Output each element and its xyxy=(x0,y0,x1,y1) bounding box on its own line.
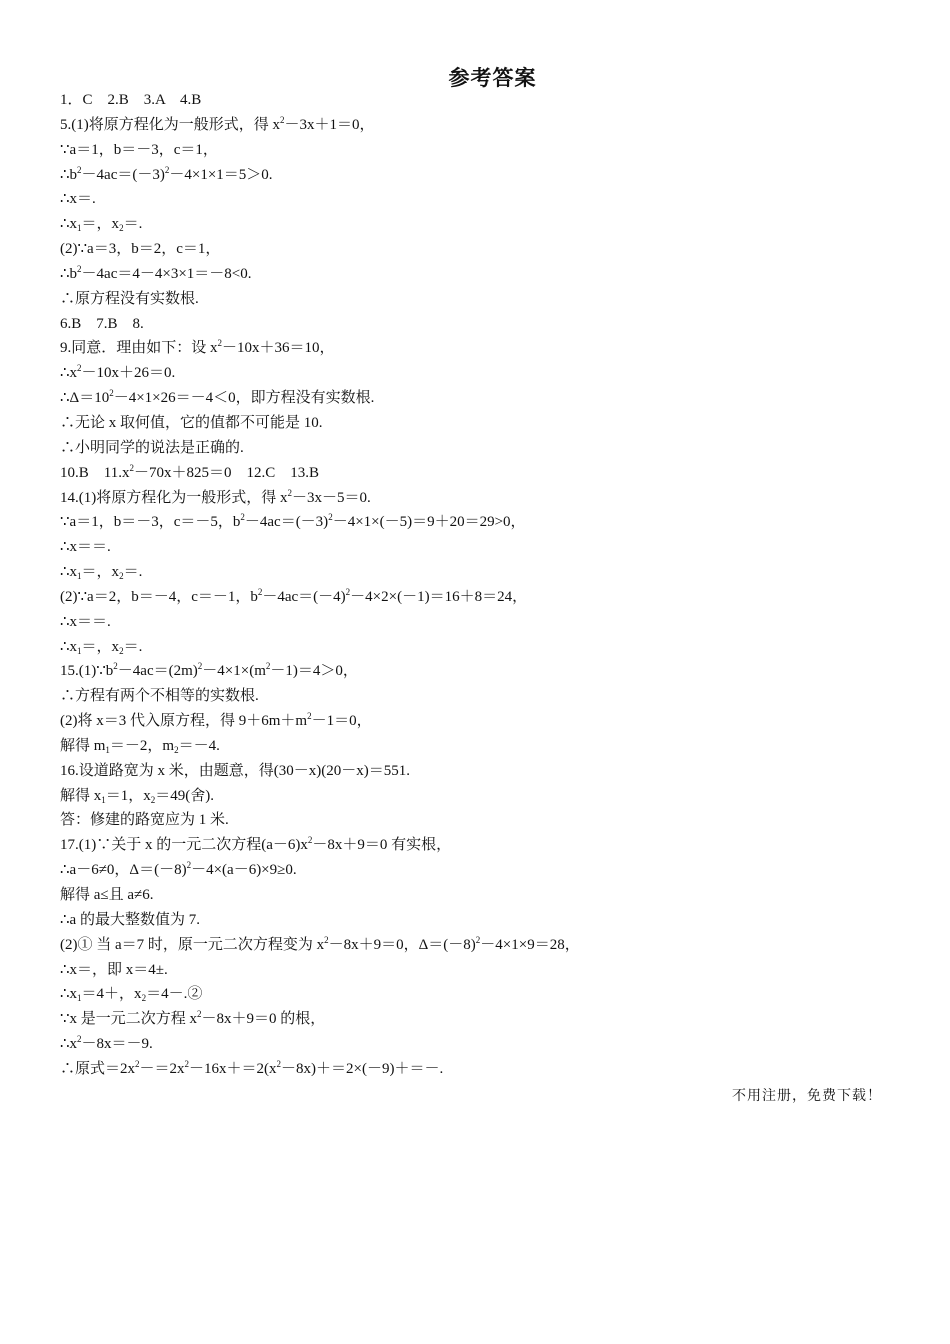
answer-text: ＝4－.② xyxy=(146,986,203,1003)
answer-line xyxy=(60,982,900,1007)
answer-text: ＝. xyxy=(123,638,143,655)
answer-text: －10x＋26＝0. xyxy=(81,365,176,382)
answer-text: ∴原方程没有实数根. xyxy=(60,290,199,307)
answer-text: －4×1×26＝－4＜0，即方程没有实数根. xyxy=(113,390,375,407)
answer-text: ＝1，x xyxy=(105,787,151,804)
answer-line xyxy=(60,883,900,908)
answer-text: ∴x xyxy=(60,1036,78,1053)
superscript: 2 xyxy=(280,114,285,125)
answer-text: (2)∵a＝3，b＝2，c＝1， xyxy=(60,241,221,258)
answer-text: ∵a＝1，b＝－3，c＝1， xyxy=(60,141,218,158)
answer-text: 16.设道路宽为 x 米，由题意，得(30－x)(20－x)＝551. xyxy=(60,762,410,779)
subscript: 1 xyxy=(77,223,82,234)
answer-line xyxy=(60,635,900,660)
answer-text: ∴b xyxy=(60,166,78,183)
answer-text: －4ac＝(2m) xyxy=(117,663,198,680)
answer-text: －8x＋9＝0 的根， xyxy=(201,1011,326,1028)
answer-line xyxy=(60,386,900,411)
answer-line xyxy=(60,212,900,237)
superscript: 2 xyxy=(164,164,170,175)
answer-line xyxy=(60,535,900,560)
superscript: 2 xyxy=(265,661,271,672)
answer-text: ∴x＝＝. xyxy=(60,613,111,630)
superscript: 2 xyxy=(345,586,351,597)
answer-line xyxy=(60,833,900,858)
answer-line xyxy=(60,1032,900,1057)
answer-text: －4×(a－6)×9≥0. xyxy=(191,862,297,879)
answer-line xyxy=(60,684,900,709)
answer-line xyxy=(60,1007,900,1032)
answer-text: －70x＋825＝0 12.C 13.B xyxy=(133,464,319,481)
superscript: 2 xyxy=(184,1058,190,1069)
answer-line xyxy=(60,808,900,833)
answer-text: ＝－2，m xyxy=(109,737,175,754)
subscript: 1 xyxy=(101,794,106,805)
subscript: 1 xyxy=(77,571,82,582)
answer-text: (2)∵a＝2，b＝－4，c＝－1，b xyxy=(60,588,258,605)
subscript: 1 xyxy=(77,993,82,1004)
superscript: 2 xyxy=(475,934,481,945)
answer-text: ＝，x xyxy=(81,638,120,655)
superscript: 2 xyxy=(186,860,192,871)
superscript: 2 xyxy=(287,487,292,498)
answer-line xyxy=(60,1057,900,1082)
answer-line xyxy=(60,461,900,486)
answer-text: ＝－4. xyxy=(178,737,220,754)
answer-text: －10x＋36＝10， xyxy=(222,340,335,357)
answer-text: ∴x xyxy=(60,564,78,581)
answer-text: ∴a 的最大整数值为 7. xyxy=(60,911,200,928)
answer-text: ∴x＝＝. xyxy=(60,539,111,556)
answer-text: ∴原式＝2x xyxy=(60,1060,136,1077)
answer-text: ＝4＋，x xyxy=(81,986,142,1003)
answer-text: －8x)＋＝2×(－9)＋＝－. xyxy=(281,1060,444,1077)
answer-text: ∴Δ＝10 xyxy=(60,390,110,407)
superscript: 2 xyxy=(276,1058,282,1069)
superscript: 2 xyxy=(240,512,245,523)
answer-line xyxy=(60,187,900,212)
answer-line xyxy=(60,138,900,163)
answer-text: 14.(1)将原方程化为一般形式，得 x xyxy=(60,489,288,506)
answer-line xyxy=(60,163,900,188)
answer-text: ＝，x xyxy=(81,216,120,233)
answer-text: ∴x＝，即 x＝4±. xyxy=(60,961,168,978)
answer-text: －3x＋1＝0， xyxy=(284,116,375,133)
answer-text: ∴x＝. xyxy=(60,191,96,208)
superscript: 2 xyxy=(113,661,118,672)
superscript: 2 xyxy=(77,164,82,175)
answer-line xyxy=(60,560,900,585)
answer-text: ＝. xyxy=(123,564,143,581)
answer-line xyxy=(60,709,900,734)
answer-line xyxy=(60,958,900,983)
answer-text: ∴a－6≠0，Δ＝(－8) xyxy=(60,862,187,879)
answer-line xyxy=(60,486,900,511)
answer-line xyxy=(60,759,900,784)
answer-line xyxy=(60,287,900,312)
answer-text: ∴方程有两个不相等的实数根. xyxy=(60,688,259,705)
superscript: 2 xyxy=(135,1058,140,1069)
superscript: 2 xyxy=(328,512,333,523)
answer-text: －4×2×(－1)＝16＋8＝24， xyxy=(350,588,528,605)
answer-text: －8x＝－9. xyxy=(81,1036,153,1053)
superscript: 2 xyxy=(129,462,134,473)
answer-text: ＝，x xyxy=(81,564,120,581)
answer-text: －16x＋＝2(x xyxy=(189,1060,277,1077)
answer-line xyxy=(60,262,900,287)
answer-text: －4ac＝4－4×3×1＝－8<0. xyxy=(81,265,252,282)
answer-text: ∴无论 x 取何值，它的值都不可能是 10. xyxy=(60,414,323,431)
answer-text: －4×1×1＝5＞0. xyxy=(169,166,273,183)
answer-line xyxy=(60,734,900,759)
answer-text: ∵x 是一元二次方程 x xyxy=(60,1011,198,1028)
subscript: 2 xyxy=(119,223,124,234)
superscript: 2 xyxy=(77,263,82,274)
answer-text: －8x＋9＝0，Δ＝(－8) xyxy=(328,936,476,953)
answer-line xyxy=(60,858,900,883)
superscript: 2 xyxy=(109,388,114,399)
answer-text: 答：修建的路宽应为 1 米. xyxy=(60,812,229,829)
answer-text: 解得 x xyxy=(60,787,102,804)
subscript: 2 xyxy=(174,744,179,755)
answer-line xyxy=(60,411,900,436)
page-title: 参考答案 xyxy=(448,66,537,90)
superscript: 2 xyxy=(257,586,263,597)
answer-text: －3x－5＝0. xyxy=(292,489,371,506)
subscript: 1 xyxy=(77,645,82,656)
answer-line xyxy=(60,237,900,262)
answer-text: 5.(1)将原方程化为一般形式，得 x xyxy=(60,116,280,133)
answer-text: 15.(1)∵b xyxy=(60,663,114,680)
answer-text: －1＝0， xyxy=(311,713,372,730)
answer-text: －＝2x xyxy=(139,1060,185,1077)
answer-text: ∴x xyxy=(60,986,78,1003)
answer-line xyxy=(60,659,900,684)
answer-text: 解得 a≤且 a≠6. xyxy=(60,887,154,903)
answer-text: －4ac＝(－3) xyxy=(81,166,165,183)
answer-text: 1．C 2.B 3.A 4.B xyxy=(60,92,202,108)
answer-text: 9.同意．理由如下：设 x xyxy=(60,340,218,357)
answer-text: －8x＋9＝0 有实根， xyxy=(312,837,452,854)
answer-text: ∴x xyxy=(60,638,78,655)
answer-line xyxy=(60,933,900,958)
answer-text: ∴b xyxy=(60,265,78,282)
answer-text: －4×1×(m xyxy=(202,663,266,680)
superscript: 2 xyxy=(217,338,223,349)
superscript: 2 xyxy=(77,1034,82,1045)
answer-line xyxy=(60,113,900,138)
answer-line xyxy=(60,312,900,337)
answer-text: 解得 m xyxy=(60,737,106,754)
subscript: 2 xyxy=(119,645,124,656)
answer-text: ＝49(舍). xyxy=(155,787,215,804)
superscript: 2 xyxy=(324,934,329,945)
answer-line xyxy=(60,361,900,386)
answer-content xyxy=(60,88,900,1082)
superscript: 2 xyxy=(197,661,203,672)
answer-text: 10.B 11.x xyxy=(60,464,130,481)
answer-line xyxy=(60,784,900,809)
answer-text: ∴x xyxy=(60,365,78,382)
subscript: 1 xyxy=(105,744,110,755)
answer-text: －1)＝4＞0， xyxy=(270,663,358,680)
answer-text: (2)① 当 a＝7 时，原一元二次方程变为 x xyxy=(60,936,325,953)
answer-text: ∴小明同学的说法是正确的. xyxy=(60,439,244,456)
answer-line xyxy=(60,88,900,113)
answer-text: 17.(1)∵关于 x 的一元二次方程(a－6)x xyxy=(60,837,308,854)
superscript: 2 xyxy=(77,363,82,374)
footer-note: 不用注册，免费下载！ xyxy=(732,1088,882,1104)
answer-text: －4ac＝(－3) xyxy=(244,514,329,531)
superscript: 2 xyxy=(307,835,313,846)
answer-text: ∵a＝1，b＝－3，c＝－5，b xyxy=(60,514,241,531)
answer-text: ∴x xyxy=(60,216,78,233)
subscript: 2 xyxy=(150,794,156,805)
answer-line xyxy=(60,908,900,933)
answer-line xyxy=(60,510,900,535)
subscript: 2 xyxy=(141,993,147,1004)
answer-text: (2)将 x＝3 代入原方程，得 9＋6m＋m xyxy=(60,713,308,730)
answer-text: －4×1×(－5)＝9＋20＝29>0， xyxy=(332,514,526,531)
answer-line xyxy=(60,610,900,635)
superscript: 2 xyxy=(197,1009,202,1020)
answer-text: 6.B 7.B 8. xyxy=(60,315,144,332)
answer-text: －4ac＝(－4) xyxy=(262,588,346,605)
answer-line xyxy=(60,436,900,461)
answer-line xyxy=(60,336,900,361)
answer-text: ＝. xyxy=(123,216,143,233)
superscript: 2 xyxy=(307,711,312,722)
subscript: 2 xyxy=(119,571,124,582)
answer-text: －4×1×9＝28， xyxy=(480,936,580,953)
answer-line xyxy=(60,585,900,610)
